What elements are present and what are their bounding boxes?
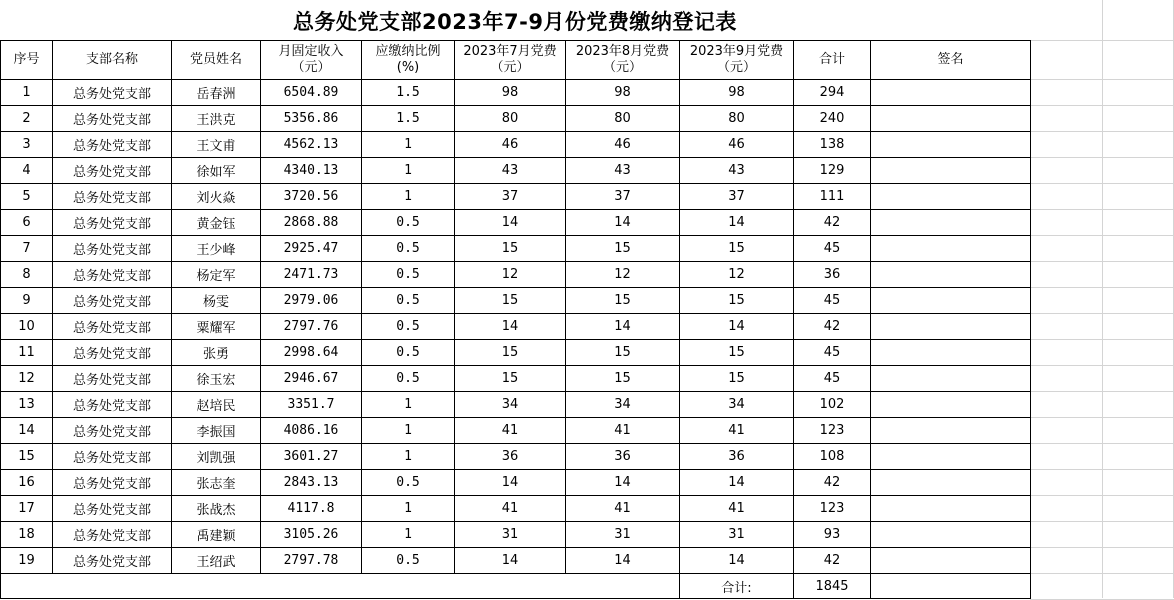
cell-signature[interactable] <box>871 106 1031 132</box>
cell-row-total[interactable]: 42 <box>794 210 871 236</box>
cell-row-total[interactable]: 42 <box>794 470 871 496</box>
cell-ratio[interactable]: 0.5 <box>362 210 455 236</box>
cell-member-name[interactable]: 杨定军 <box>172 262 261 288</box>
cell-branch[interactable]: 总务处党支部 <box>53 210 172 236</box>
cell-seq[interactable]: 6 <box>1 210 53 236</box>
col-header-july-line2: （元） <box>490 60 530 75</box>
cell-september-fee[interactable]: 36 <box>680 444 794 470</box>
cell-july-fee[interactable]: 15 <box>455 288 566 314</box>
cell-branch[interactable]: 总务处党支部 <box>53 470 172 496</box>
cell-september-fee[interactable]: 15 <box>680 366 794 392</box>
cell-row-total[interactable]: 240 <box>794 106 871 132</box>
cell-seq[interactable]: 13 <box>1 392 53 418</box>
cell-ratio[interactable]: 0.5 <box>362 470 455 496</box>
cell-signature[interactable] <box>871 184 1031 210</box>
cell-signature[interactable] <box>871 366 1031 392</box>
cell-signature[interactable] <box>871 132 1031 158</box>
cell-branch[interactable]: 总务处党支部 <box>53 522 172 548</box>
cell-row-total[interactable]: 45 <box>794 340 871 366</box>
sheet-gridline <box>1030 339 1174 340</box>
header-row <box>1 41 1031 80</box>
cell-member-name[interactable]: 黄金钰 <box>172 210 261 236</box>
cell-july-fee[interactable]: 14 <box>455 210 566 236</box>
cell-signature[interactable] <box>871 392 1031 418</box>
sheet-gridline <box>1030 235 1174 236</box>
cell-income[interactable]: 3105.26 <box>261 522 362 548</box>
cell-august-fee[interactable]: 37 <box>566 184 680 210</box>
cell-august-fee[interactable]: 12 <box>566 262 680 288</box>
table-row <box>1 158 1031 184</box>
cell-ratio[interactable]: 1 <box>362 418 455 444</box>
cell-branch[interactable]: 总务处党支部 <box>53 184 172 210</box>
cell-august-fee[interactable]: 41 <box>566 496 680 522</box>
cell-ratio[interactable]: 1 <box>362 132 455 158</box>
cell-september-fee[interactable]: 14 <box>680 210 794 236</box>
table-row <box>1 340 1031 366</box>
cell-row-total[interactable]: 123 <box>794 496 871 522</box>
cell-branch[interactable]: 总务处党支部 <box>53 288 172 314</box>
sheet-gridline <box>1030 157 1174 158</box>
cell-september-fee[interactable]: 98 <box>680 80 794 106</box>
cell-income[interactable]: 2868.88 <box>261 210 362 236</box>
sheet-gridline <box>1030 365 1174 366</box>
sheet-gridline <box>1030 131 1174 132</box>
cell-row-total[interactable]: 111 <box>794 184 871 210</box>
cell-seq[interactable]: 1 <box>1 80 53 106</box>
cell-seq[interactable]: 9 <box>1 288 53 314</box>
cell-august-fee[interactable]: 15 <box>566 366 680 392</box>
table-row <box>1 470 1031 496</box>
total-row-blank[interactable] <box>172 574 261 599</box>
cell-ratio[interactable]: 0.5 <box>362 236 455 262</box>
cell-member-name[interactable]: 岳春洲 <box>172 80 261 106</box>
col-header-august-line1: 2023年8月党费 <box>575 44 670 59</box>
cell-september-fee[interactable]: 37 <box>680 184 794 210</box>
cell-signature[interactable] <box>871 444 1031 470</box>
cell-income[interactable]: 2925.47 <box>261 236 362 262</box>
cell-income[interactable]: 2946.67 <box>261 366 362 392</box>
cell-seq[interactable]: 15 <box>1 444 53 470</box>
cell-august-fee[interactable]: 14 <box>566 470 680 496</box>
col-header-total[interactable]: 合计 <box>794 41 871 80</box>
table-row <box>1 184 1031 210</box>
cell-branch[interactable]: 总务处党支部 <box>53 132 172 158</box>
cell-september-fee[interactable]: 31 <box>680 522 794 548</box>
cell-seq[interactable]: 2 <box>1 106 53 132</box>
col-header-september-line2: （元） <box>716 60 756 75</box>
cell-august-fee[interactable]: 43 <box>566 158 680 184</box>
sheet-gridline <box>1030 105 1174 106</box>
cell-september-fee[interactable]: 34 <box>680 392 794 418</box>
cell-row-total[interactable]: 129 <box>794 158 871 184</box>
cell-ratio[interactable]: 1 <box>362 444 455 470</box>
sheet-gridline <box>1030 495 1174 496</box>
cell-august-fee[interactable]: 14 <box>566 314 680 340</box>
cell-income[interactable]: 2979.06 <box>261 288 362 314</box>
cell-august-fee[interactable]: 98 <box>566 80 680 106</box>
col-header-august-line2: （元） <box>602 60 642 75</box>
cell-seq[interactable]: 14 <box>1 418 53 444</box>
cell-september-fee[interactable]: 15 <box>680 288 794 314</box>
col-header-july[interactable] <box>455 41 566 80</box>
sheet-gridline <box>1030 313 1174 314</box>
cell-signature[interactable] <box>871 418 1031 444</box>
cell-ratio[interactable]: 1 <box>362 158 455 184</box>
cell-ratio[interactable]: 1 <box>362 522 455 548</box>
cell-seq[interactable]: 5 <box>1 184 53 210</box>
cell-member-name[interactable]: 徐玉宏 <box>172 366 261 392</box>
cell-branch[interactable]: 总务处党支部 <box>53 418 172 444</box>
col-header-ratio[interactable] <box>362 41 455 80</box>
cell-member-name[interactable]: 张战杰 <box>172 496 261 522</box>
col-header-ratio-line1: 应缴纳比例 <box>375 44 441 59</box>
cell-row-total[interactable]: 45 <box>794 288 871 314</box>
cell-july-fee[interactable]: 15 <box>455 340 566 366</box>
table-row <box>1 444 1031 470</box>
cell-ratio[interactable]: 0.5 <box>362 314 455 340</box>
cell-branch[interactable]: 总务处党支部 <box>53 262 172 288</box>
cell-ratio[interactable]: 0.5 <box>362 262 455 288</box>
cell-july-fee[interactable]: 14 <box>455 314 566 340</box>
cell-july-fee[interactable]: 98 <box>455 80 566 106</box>
cell-member-name[interactable]: 刘火焱 <box>172 184 261 210</box>
cell-branch[interactable]: 总务处党支部 <box>53 80 172 106</box>
sheet-gridline <box>1030 391 1174 392</box>
cell-signature[interactable] <box>871 236 1031 262</box>
cell-signature[interactable] <box>871 158 1031 184</box>
cell-member-name[interactable]: 李振国 <box>172 418 261 444</box>
cell-ratio[interactable]: 0.5 <box>362 548 455 574</box>
cell-seq[interactable]: 16 <box>1 470 53 496</box>
cell-ratio[interactable]: 1.5 <box>362 80 455 106</box>
cell-member-name[interactable]: 王文甫 <box>172 132 261 158</box>
cell-branch[interactable]: 总务处党支部 <box>53 366 172 392</box>
cell-branch[interactable]: 总务处党支部 <box>53 106 172 132</box>
cell-signature[interactable] <box>871 80 1031 106</box>
cell-signature[interactable] <box>871 496 1031 522</box>
cell-income[interactable]: 6504.89 <box>261 80 362 106</box>
cell-row-total[interactable]: 42 <box>794 314 871 340</box>
total-row-blank[interactable] <box>261 574 362 599</box>
cell-branch[interactable]: 总务处党支部 <box>53 496 172 522</box>
cell-member-name[interactable]: 张志奎 <box>172 470 261 496</box>
total-row-blank[interactable] <box>455 574 566 599</box>
cell-july-fee[interactable]: 43 <box>455 158 566 184</box>
cell-july-fee[interactable]: 34 <box>455 392 566 418</box>
cell-income[interactable]: 2998.64 <box>261 340 362 366</box>
cell-ratio[interactable]: 0.5 <box>362 288 455 314</box>
total-row-blank[interactable] <box>362 574 455 599</box>
sheet-gridline <box>1030 209 1174 210</box>
cell-member-name[interactable]: 张勇 <box>172 340 261 366</box>
cell-seq[interactable]: 19 <box>1 548 53 574</box>
total-row-blank[interactable] <box>871 574 1031 599</box>
cell-july-fee[interactable]: 15 <box>455 236 566 262</box>
cell-row-total[interactable]: 138 <box>794 132 871 158</box>
cell-july-fee[interactable]: 14 <box>455 470 566 496</box>
table-row <box>1 366 1031 392</box>
cell-august-fee[interactable]: 31 <box>566 522 680 548</box>
cell-branch[interactable]: 总务处党支部 <box>53 444 172 470</box>
cell-july-fee[interactable]: 46 <box>455 132 566 158</box>
cell-member-name[interactable]: 徐如军 <box>172 158 261 184</box>
cell-income[interactable]: 4117.8 <box>261 496 362 522</box>
table-row <box>1 522 1031 548</box>
cell-signature[interactable] <box>871 340 1031 366</box>
cell-july-fee[interactable]: 15 <box>455 366 566 392</box>
cell-september-fee[interactable]: 12 <box>680 262 794 288</box>
cell-branch[interactable]: 总务处党支部 <box>53 236 172 262</box>
cell-branch[interactable]: 总务处党支部 <box>53 548 172 574</box>
sheet-gridline <box>1030 79 1174 80</box>
cell-july-fee[interactable]: 41 <box>455 496 566 522</box>
cell-member-name[interactable]: 粟耀军 <box>172 314 261 340</box>
col-header-branch[interactable]: 支部名称 <box>53 41 172 80</box>
cell-ratio[interactable]: 0.5 <box>362 340 455 366</box>
cell-signature[interactable] <box>871 288 1031 314</box>
cell-august-fee[interactable]: 14 <box>566 210 680 236</box>
cell-seq[interactable]: 8 <box>1 262 53 288</box>
cell-july-fee[interactable]: 80 <box>455 106 566 132</box>
cell-income[interactable]: 5356.86 <box>261 106 362 132</box>
cell-july-fee[interactable]: 37 <box>455 184 566 210</box>
table-row <box>1 392 1031 418</box>
cell-july-fee[interactable]: 12 <box>455 262 566 288</box>
cell-seq[interactable]: 4 <box>1 158 53 184</box>
cell-branch[interactable]: 总务处党支部 <box>53 340 172 366</box>
col-header-september[interactable] <box>680 41 794 80</box>
cell-july-fee[interactable]: 41 <box>455 418 566 444</box>
cell-ratio[interactable]: 1 <box>362 184 455 210</box>
cell-august-fee[interactable]: 15 <box>566 236 680 262</box>
cell-member-name[interactable]: 杨雯 <box>172 288 261 314</box>
cell-august-fee[interactable]: 46 <box>566 132 680 158</box>
cell-august-fee[interactable]: 41 <box>566 418 680 444</box>
cell-august-fee[interactable]: 36 <box>566 444 680 470</box>
col-header-sign[interactable]: 签名 <box>871 41 1031 80</box>
cell-income[interactable]: 2797.78 <box>261 548 362 574</box>
sheet-gridline <box>1030 287 1174 288</box>
cell-september-fee[interactable]: 41 <box>680 418 794 444</box>
cell-income[interactable]: 3720.56 <box>261 184 362 210</box>
col-header-ratio-line2: (%) <box>396 60 420 75</box>
col-header-income[interactable] <box>261 41 362 80</box>
cell-signature[interactable] <box>871 314 1031 340</box>
col-header-name[interactable]: 党员姓名 <box>172 41 261 80</box>
table-row <box>1 314 1031 340</box>
sheet-gridline <box>1030 40 1174 41</box>
cell-signature[interactable] <box>871 522 1031 548</box>
cell-income[interactable]: 3601.27 <box>261 444 362 470</box>
table-row <box>1 262 1031 288</box>
cell-ratio[interactable]: 0.5 <box>362 366 455 392</box>
col-header-income-line1: 月固定收入 <box>278 44 344 59</box>
sheet-gridline <box>1030 417 1174 418</box>
table-row <box>1 132 1031 158</box>
total-row-blank[interactable] <box>566 574 680 599</box>
table-row <box>1 418 1031 444</box>
cell-august-fee[interactable]: 80 <box>566 106 680 132</box>
dues-table <box>0 40 1031 599</box>
cell-september-fee[interactable]: 14 <box>680 314 794 340</box>
grand-total-value[interactable]: 1845 <box>794 574 871 599</box>
total-row-blank[interactable] <box>53 574 172 599</box>
cell-signature[interactable] <box>871 262 1031 288</box>
table-row <box>1 548 1031 574</box>
cell-seq[interactable]: 3 <box>1 132 53 158</box>
sheet-gridline <box>1030 547 1174 548</box>
table-row <box>1 496 1031 522</box>
cell-august-fee[interactable]: 14 <box>566 548 680 574</box>
cell-seq[interactable]: 7 <box>1 236 53 262</box>
cell-row-total[interactable]: 123 <box>794 418 871 444</box>
cell-september-fee[interactable]: 14 <box>680 470 794 496</box>
cell-income[interactable]: 2797.76 <box>261 314 362 340</box>
cell-seq[interactable]: 18 <box>1 522 53 548</box>
grand-total-label[interactable]: 合计: <box>680 574 794 599</box>
cell-september-fee[interactable]: 43 <box>680 158 794 184</box>
col-header-august[interactable] <box>566 41 680 80</box>
cell-member-name[interactable]: 王洪克 <box>172 106 261 132</box>
table-row <box>1 210 1031 236</box>
cell-row-total[interactable]: 45 <box>794 366 871 392</box>
col-header-july-line1: 2023年7月党费 <box>463 44 557 59</box>
cell-row-total[interactable]: 294 <box>794 80 871 106</box>
cell-income[interactable]: 2843.13 <box>261 470 362 496</box>
cell-september-fee[interactable]: 15 <box>680 340 794 366</box>
sheet-gridline <box>1030 261 1174 262</box>
cell-july-fee[interactable]: 31 <box>455 522 566 548</box>
cell-row-total[interactable]: 108 <box>794 444 871 470</box>
col-header-september-line1: 2023年9月党费 <box>689 44 784 59</box>
cell-income[interactable]: 4086.16 <box>261 418 362 444</box>
cell-august-fee[interactable]: 34 <box>566 392 680 418</box>
sheet-gridline <box>1030 573 1174 574</box>
cell-income[interactable]: 2471.73 <box>261 262 362 288</box>
cell-member-name[interactable]: 王绍武 <box>172 548 261 574</box>
cell-row-total[interactable]: 42 <box>794 548 871 574</box>
cell-september-fee[interactable]: 80 <box>680 106 794 132</box>
cell-august-fee[interactable]: 15 <box>566 340 680 366</box>
cell-ratio[interactable]: 1 <box>362 392 455 418</box>
cell-row-total[interactable]: 102 <box>794 392 871 418</box>
cell-income[interactable]: 4340.13 <box>261 158 362 184</box>
cell-september-fee[interactable]: 46 <box>680 132 794 158</box>
sheet-gridline <box>1030 469 1174 470</box>
sheet-gridline <box>1102 0 1103 598</box>
cell-row-total[interactable]: 93 <box>794 522 871 548</box>
cell-ratio[interactable]: 1 <box>362 496 455 522</box>
cell-member-name[interactable]: 赵培民 <box>172 392 261 418</box>
cell-branch[interactable]: 总务处党支部 <box>53 158 172 184</box>
total-row <box>1 574 1031 599</box>
cell-branch[interactable]: 总务处党支部 <box>53 314 172 340</box>
table-row <box>1 80 1031 106</box>
table-row <box>1 288 1031 314</box>
cell-branch[interactable]: 总务处党支部 <box>53 392 172 418</box>
sheet-gridline <box>1030 521 1174 522</box>
cell-income[interactable]: 4562.13 <box>261 132 362 158</box>
cell-seq[interactable]: 12 <box>1 366 53 392</box>
page-title: 总务处党支部2023年7-9月份党费缴纳登记表 <box>293 10 737 34</box>
cell-member-name[interactable]: 刘凯强 <box>172 444 261 470</box>
cell-member-name[interactable]: 禹建颖 <box>172 522 261 548</box>
table-row <box>1 236 1031 262</box>
col-header-income-line2: （元） <box>291 60 331 75</box>
cell-august-fee[interactable]: 15 <box>566 288 680 314</box>
cell-seq[interactable]: 17 <box>1 496 53 522</box>
cell-ratio[interactable]: 1.5 <box>362 106 455 132</box>
cell-member-name[interactable]: 王少峰 <box>172 236 261 262</box>
cell-july-fee[interactable]: 36 <box>455 444 566 470</box>
cell-september-fee[interactable]: 15 <box>680 236 794 262</box>
cell-signature[interactable] <box>871 470 1031 496</box>
table-row <box>1 106 1031 132</box>
sheet-gridline <box>1030 183 1174 184</box>
total-row-blank[interactable] <box>1 574 53 599</box>
cell-income[interactable]: 3351.7 <box>261 392 362 418</box>
cell-september-fee[interactable]: 41 <box>680 496 794 522</box>
col-header-seq[interactable]: 序号 <box>1 41 53 80</box>
cell-september-fee[interactable]: 14 <box>680 548 794 574</box>
cell-july-fee[interactable]: 14 <box>455 548 566 574</box>
cell-seq[interactable]: 11 <box>1 340 53 366</box>
cell-row-total[interactable]: 45 <box>794 236 871 262</box>
sheet-gridline <box>1030 443 1174 444</box>
cell-signature[interactable] <box>871 210 1031 236</box>
cell-row-total[interactable]: 36 <box>794 262 871 288</box>
cell-seq[interactable]: 10 <box>1 314 53 340</box>
cell-signature[interactable] <box>871 548 1031 574</box>
